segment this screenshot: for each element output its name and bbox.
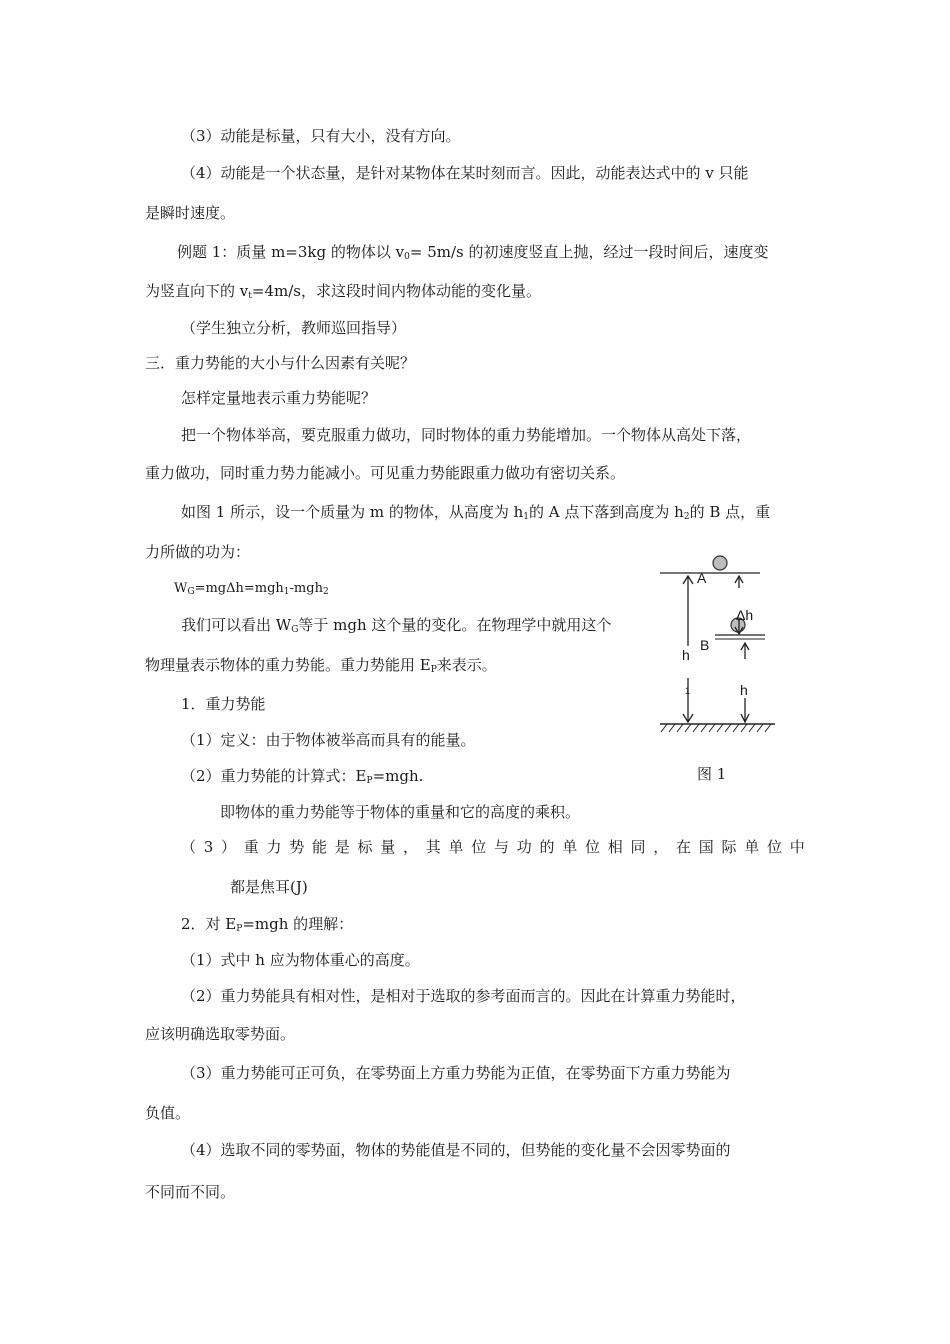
justified-char: 单 <box>562 838 578 856</box>
text-run: =mgΔh=mgh <box>194 581 284 596</box>
text-run: =mgh. <box>372 767 424 785</box>
text-line: （2）重力势能具有相对性，是相对于选取的参考面而言的。因此在计算重力势能时， <box>181 987 746 1005</box>
text-run: 为竖直向下的 v <box>145 282 249 300</box>
justified-char: 力 <box>266 838 282 856</box>
text-run: -mgh <box>289 581 323 596</box>
justified-char: 重 <box>243 838 259 856</box>
justified-char: 位 <box>767 838 783 856</box>
example-1-line <box>177 242 769 267</box>
subscript: 2 <box>322 587 329 597</box>
justified-char: 与 <box>494 838 510 856</box>
text-line <box>181 502 770 527</box>
text-line <box>145 281 541 306</box>
label-a: A <box>697 570 707 586</box>
justified-char: 能 <box>312 838 328 856</box>
subscript: P <box>366 776 373 786</box>
formula-line <box>174 579 329 602</box>
label-b: B <box>700 637 710 653</box>
subscript: G <box>291 625 299 635</box>
ground-hatch <box>661 724 771 732</box>
subscript: t <box>248 291 252 301</box>
text-run: 2．对 E <box>181 915 237 933</box>
subscript: G <box>187 587 195 597</box>
text-line: 是瞬时速度。 <box>145 204 236 222</box>
justified-char: 是 <box>334 838 350 856</box>
justified-char: 相 <box>607 838 623 856</box>
justified-char: 的 <box>539 838 555 856</box>
subscript: 2 <box>683 512 690 522</box>
text-run: 等于 mgh 这个量的变化。在物理学中就用这个 <box>298 616 612 634</box>
text-line <box>145 655 497 680</box>
text-line: （3）重力势能可正可负，在零势面上方重力势能为正值，在零势面下方重力势能为 <box>181 1064 731 1082</box>
text-run: =mgh 的理解： <box>242 915 354 933</box>
justified-char: 国 <box>698 838 714 856</box>
section-heading: 三．重力势能的大小与什么因素有关呢？ <box>145 354 416 372</box>
justified-char: ） <box>221 838 237 856</box>
label-delta-h: Δh <box>736 607 754 623</box>
text-line <box>181 766 423 791</box>
justified-char: 量 <box>380 838 396 856</box>
text-run: = 5m/s 的初速度竖直上抛，经过一段时间后，速度变 <box>409 243 769 261</box>
justified-char: 单 <box>744 838 760 856</box>
justified-char: 位 <box>471 838 487 856</box>
justified-char: 势 <box>289 838 305 856</box>
text-line: 把一个物体举高，要克服重力做功，同时物体的重力势能增加。一个物体从高处下落， <box>181 426 752 444</box>
text-run: 的 B 点，重 <box>689 503 771 521</box>
text-run: 物理量表示物体的重力势能。重力势能用 E <box>145 656 431 674</box>
subscript: 1 <box>283 587 290 597</box>
label-h1: h <box>682 647 690 663</box>
justified-char: 单 <box>448 838 464 856</box>
text-line <box>181 615 611 640</box>
text-line: （1）定义：由于物体被举高而具有的能量。 <box>181 731 476 749</box>
text-run: 来表示。 <box>436 656 497 674</box>
label-h1-subscript: 1 <box>685 686 691 696</box>
text-run: （2）重力势能的计算式：E <box>181 767 367 785</box>
text-run: 的 A 点下落到高度为 h <box>529 503 684 521</box>
text-line: 重力做功，同时重力势力能减小。可见重力势能跟重力做功有密切关系。 <box>145 464 626 482</box>
text-run: 例题 1：质量 m=3kg 的物体以 v <box>177 243 405 261</box>
text-run: =4m/s，求这段时间内物体动能的变化量。 <box>251 282 541 300</box>
figure-caption: 图 1 <box>697 765 727 783</box>
text-line: （4）选取不同的零势面，物体的势能值是不同的，但势能的变化量不会因零势面的 <box>181 1141 731 1159</box>
label-h2: h <box>740 682 748 698</box>
justified-char: 际 <box>721 838 737 856</box>
justified-char: 3 <box>203 838 214 856</box>
text-line: 不同而不同。 <box>145 1183 236 1201</box>
text-run: 如图 1 所示，设一个质量为 m 的物体，从高度为 h <box>181 503 524 521</box>
figure-1-diagram <box>655 548 785 788</box>
text-line: （4）动能是一个状态量，是针对某物体在某时刻而言。因此，动能表达式中的 v 只能 <box>181 164 749 182</box>
justified-char: ， <box>653 838 669 856</box>
justified-char: 标 <box>357 838 373 856</box>
justified-line <box>181 837 805 857</box>
text-line: 怎样定量地表示重力势能呢？ <box>181 389 377 407</box>
justified-char: 中 <box>789 838 805 856</box>
text-line: 即物体的重力势能等于物体的重量和它的高度的乘积。 <box>220 803 581 821</box>
text-line: 都是焦耳(J) <box>230 878 308 896</box>
justified-char: ， <box>403 838 419 856</box>
justified-char: （ <box>181 838 197 856</box>
subheading: 1．重力势能 <box>181 695 266 713</box>
justified-char: 同 <box>630 838 646 856</box>
text-run: W <box>174 581 188 596</box>
subscript: P <box>430 665 437 675</box>
text-line: 负值。 <box>145 1104 191 1122</box>
justified-char: 其 <box>425 838 441 856</box>
text-line: 应该明确选取零势面。 <box>145 1025 296 1043</box>
text-line: 力所做的功为： <box>145 543 251 561</box>
subheading <box>181 914 353 939</box>
justified-char: 位 <box>585 838 601 856</box>
text-run: 我们可以看出 W <box>181 616 292 634</box>
justified-char: 功 <box>516 838 532 856</box>
subscript: 1 <box>523 512 530 522</box>
text-line: （3）动能是标量，只有大小，没有方向。 <box>181 127 461 145</box>
justified-char: 在 <box>676 838 692 856</box>
text-line: （学生独立分析，教师巡回指导） <box>181 319 407 337</box>
subscript: P <box>236 924 243 934</box>
text-line: （1）式中 h 应为物体重心的高度。 <box>181 951 420 969</box>
ball-icon <box>713 556 727 570</box>
subscript: 0 <box>404 252 410 262</box>
